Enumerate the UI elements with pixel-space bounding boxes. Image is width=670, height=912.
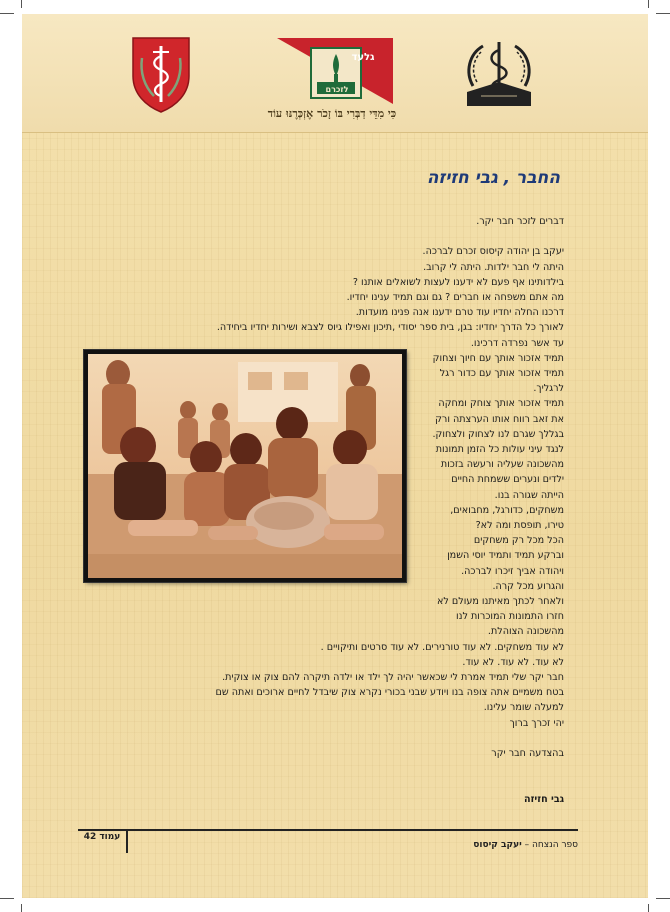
footer-divider <box>78 829 578 831</box>
article-line: דרכנו החלה יחדיו עוד טרם ידענו אנה פנינו מועדות. <box>355 307 564 319</box>
footer-book-prefix: ספר הנצחה – <box>521 840 578 850</box>
medical-corps-emblem-icon <box>459 36 539 116</box>
logo-bottom-text: לזכרם <box>325 85 349 94</box>
article-line: טירו, תופסת ומה לא? <box>475 520 564 532</box>
article-line: חזרו התמונות המוכרות לנו <box>456 611 564 623</box>
article-body <box>74 214 564 807</box>
article-line: ולאחר לכתך מאיתנו מעולם לא <box>436 596 564 608</box>
article-line: וברקע תמיד ותמיד יוסי השמן <box>447 550 564 562</box>
crop-mark <box>656 13 670 14</box>
article-line: בהצדעה חבר יקר <box>491 748 564 760</box>
article-line: לאורך כל הדרך יחדיו: בגן, בית ספר יסודי ,תיכון ואפילו גיוס לצבא ושירות יחדיו ביחידה. <box>216 322 564 334</box>
article-line: מה אתם משפחה או חברים ? גם וגם תמיד ענינו יחדיו. <box>346 292 564 303</box>
article-line: עד אשר נפרדה דרכינו. <box>470 337 564 349</box>
article-line: את זאב רווח אותו הערצתה ורק <box>435 413 564 425</box>
article-line: תמיד אזכור אותך צוחק ומחקה <box>438 398 564 410</box>
article-line: לרגליך. <box>533 383 564 395</box>
article-line: דברים לזכר חבר יקר. <box>476 216 564 227</box>
crop-mark <box>0 13 14 14</box>
crop-mark <box>648 904 649 912</box>
article-line: לנגד עיני עולות כל הזמן תמונות <box>435 444 564 456</box>
crop-mark <box>656 898 670 899</box>
article-line: תמיד אזכור אותך עם חיוך וצחוק <box>432 352 564 364</box>
article-line: הייתה שגורה בנו. <box>494 489 564 501</box>
crop-mark <box>0 898 14 899</box>
article-line: היתה לי חבר ילדות. היתה לי קרוב. <box>423 261 564 273</box>
footer-book-name: יעקב קיסוס <box>473 840 522 850</box>
article-title: החבר , גבי חזיזה <box>426 168 560 188</box>
article-line: ויהודה אביך זיכרו לברכה. <box>461 565 564 577</box>
article-line: בילדותינו אף פעם לא ידענו לעצות לשואלים אותנו ? <box>352 276 564 288</box>
crop-mark <box>21 904 22 912</box>
article-line: למעלה שומר עלינו. <box>483 702 564 714</box>
gilad-memorial-logo-icon <box>277 38 393 104</box>
article-line <box>74 731 564 746</box>
logo-top-text: גלעד <box>351 52 375 63</box>
article-line: לא עוד משחקים. לא עוד טורנירים. לא עוד סרטים ותיקויים . <box>320 641 564 653</box>
article-line: מהשכונה שעליה ורעשה בזכות <box>440 459 564 471</box>
article-line: מהשכונה הצוהלת. <box>487 626 564 638</box>
header-banner <box>22 14 648 133</box>
crop-mark <box>21 0 22 8</box>
article-line: משחקים, כדורגל, מחבואים, <box>450 504 564 516</box>
memorial-page <box>22 14 648 898</box>
article-line: לא עוד. לא עוד. לא עוד. <box>462 656 564 668</box>
crop-mark <box>648 0 649 8</box>
medical-corps-shield-icon <box>130 36 192 114</box>
article-line <box>74 229 564 244</box>
footer-divider-tick <box>126 829 128 853</box>
article-line: בגללך שגרם לנו לצחוק ולצחוק. <box>432 428 564 440</box>
article-line: ילדים ונערים ששמחת החיים <box>451 474 564 486</box>
page-number: עמוד 42 <box>83 832 121 842</box>
article-line: חבר יקר שלי תמיד אמרת לי שכאשר יהיה לך ילד או ילדה תיקרה להם צוק או צוקית. <box>222 672 564 684</box>
article-line: תמיד אזכור אותך עם כדור רגל <box>439 368 564 380</box>
article-line: יהי זכרך ברוך <box>509 717 564 729</box>
article-line <box>74 776 564 791</box>
footer-book-title <box>473 840 578 850</box>
article-line: הכל מכל רק משחקים <box>473 535 564 547</box>
article-line: והגרוע מכל קרה. <box>492 580 564 592</box>
article-line: בטח משמיים אתה צופה בנו ויודע שבני בכורי נקרא צוק שיבדל לחיים ארוכים ואתה שם <box>215 687 564 699</box>
article-signature: גבי חזיזה <box>524 793 564 805</box>
article-line: יעקב בן יהודה קיסוס זכרם לברכה. <box>422 246 564 258</box>
header-motto: כִּי מִדֵּי דַבְּרִי בּוֹ זָכֹר אֶזְכְּרֶנּוּ עוֹד <box>267 107 397 120</box>
article-line <box>74 761 564 776</box>
